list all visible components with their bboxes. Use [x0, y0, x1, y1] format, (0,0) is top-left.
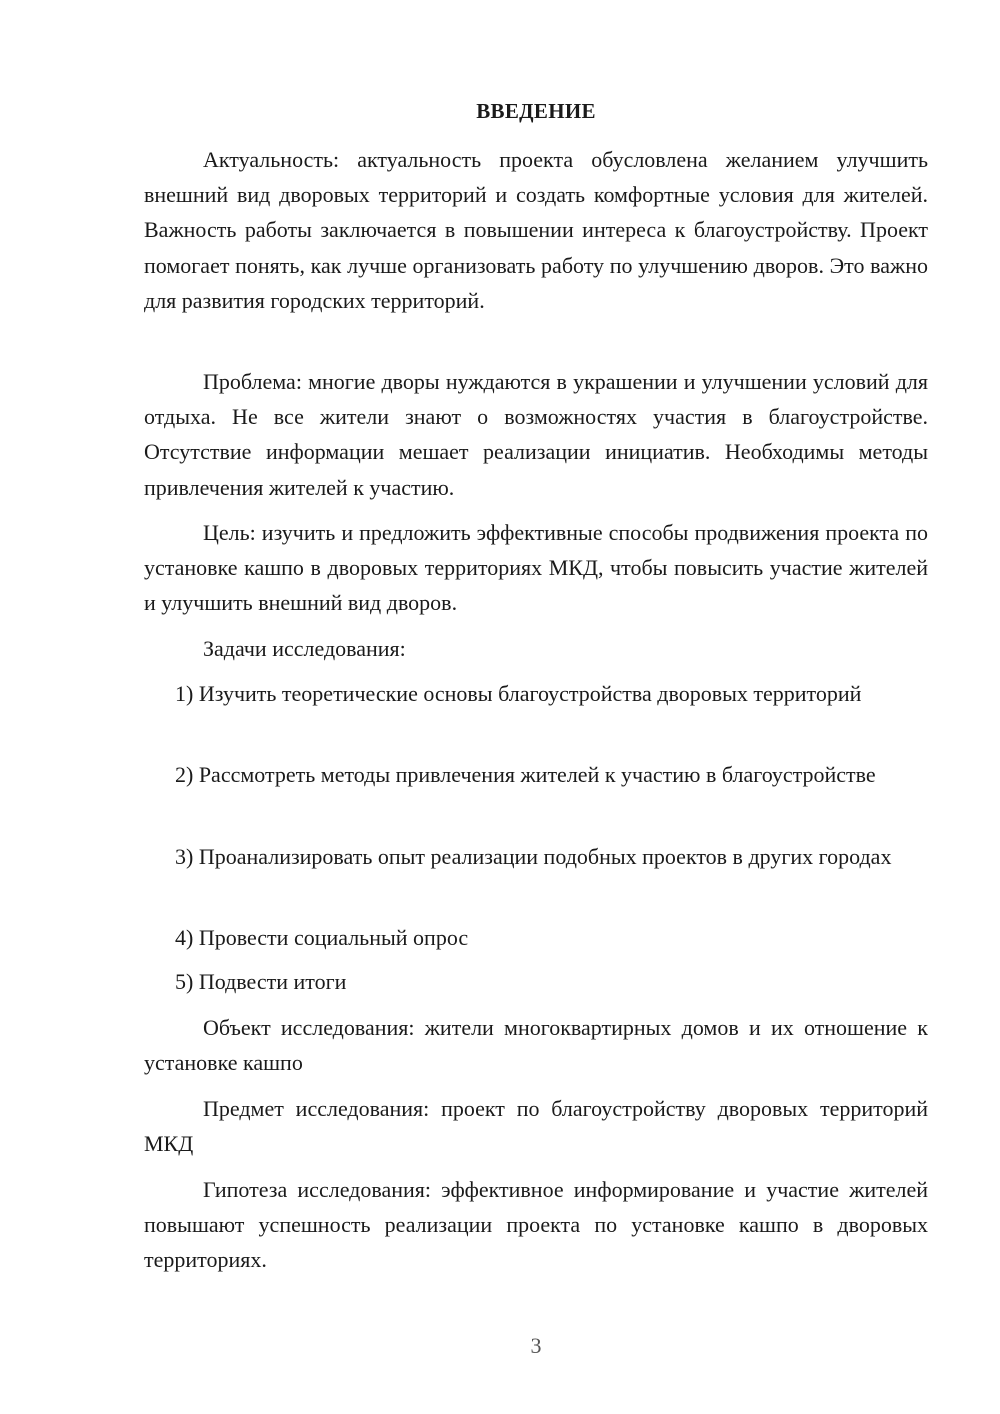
task-item-2: 2) Рассмотреть методы привлечения жителей к участию в благоустройстве	[175, 762, 876, 787]
paragraph-problem: Проблема: многие дворы нуждаются в украшении и улучшении условий для отдыха. Не все жители знают о возможностях участия в благоустройстве. Отсутствие информации мешает реализации инициатив. Необходимы методы привлечения жителей к участию.	[144, 369, 928, 500]
paragraph-hypothesis: Гипотеза исследования: эффективное информирование и участие жителей повышают успешность реализации проекта по установке кашпо в дворовых территориях.	[144, 1177, 928, 1273]
paragraph-relevance: Актуальность: актуальность проекта обусловлена желанием улучшить внешний вид дворовых территорий и создать комфортные условия для жителей. Важность работы заключается в повышении интереса к благоустройству. Проект помогает понять, как лучше организовать работу по улучшению дворов. Это важно для развития городских территорий.	[144, 147, 928, 313]
paragraph-subject: Предмет исследования: проект по благоустройству дворовых территорий МКД	[144, 1096, 928, 1157]
tasks-intro: Задачи исследования:	[203, 636, 406, 661]
page-number: 3	[530, 1333, 542, 1358]
paragraph-object: Объект исследования: жители многоквартирных домов и их отношение к установке кашпо	[144, 1015, 928, 1076]
task-item-4: 4) Провести социальный опрос	[175, 925, 469, 950]
task-item-1: 1) Изучить теоретические основы благоустройства дворовых территорий	[175, 681, 862, 706]
section-heading: ВВЕДЕНИЕ	[476, 99, 596, 123]
task-item-5: 5) Подвести итоги	[175, 969, 347, 994]
task-item-3: 3) Проанализировать опыт реализации подобных проектов в других городах	[175, 844, 892, 869]
paragraph-goal: Цель: изучить и предложить эффективные способы продвижения проекта по установке кашпо в дворовых территориях МКД, чтобы повысить участие жителей и улучшить внешний вид дворов.	[144, 520, 928, 616]
